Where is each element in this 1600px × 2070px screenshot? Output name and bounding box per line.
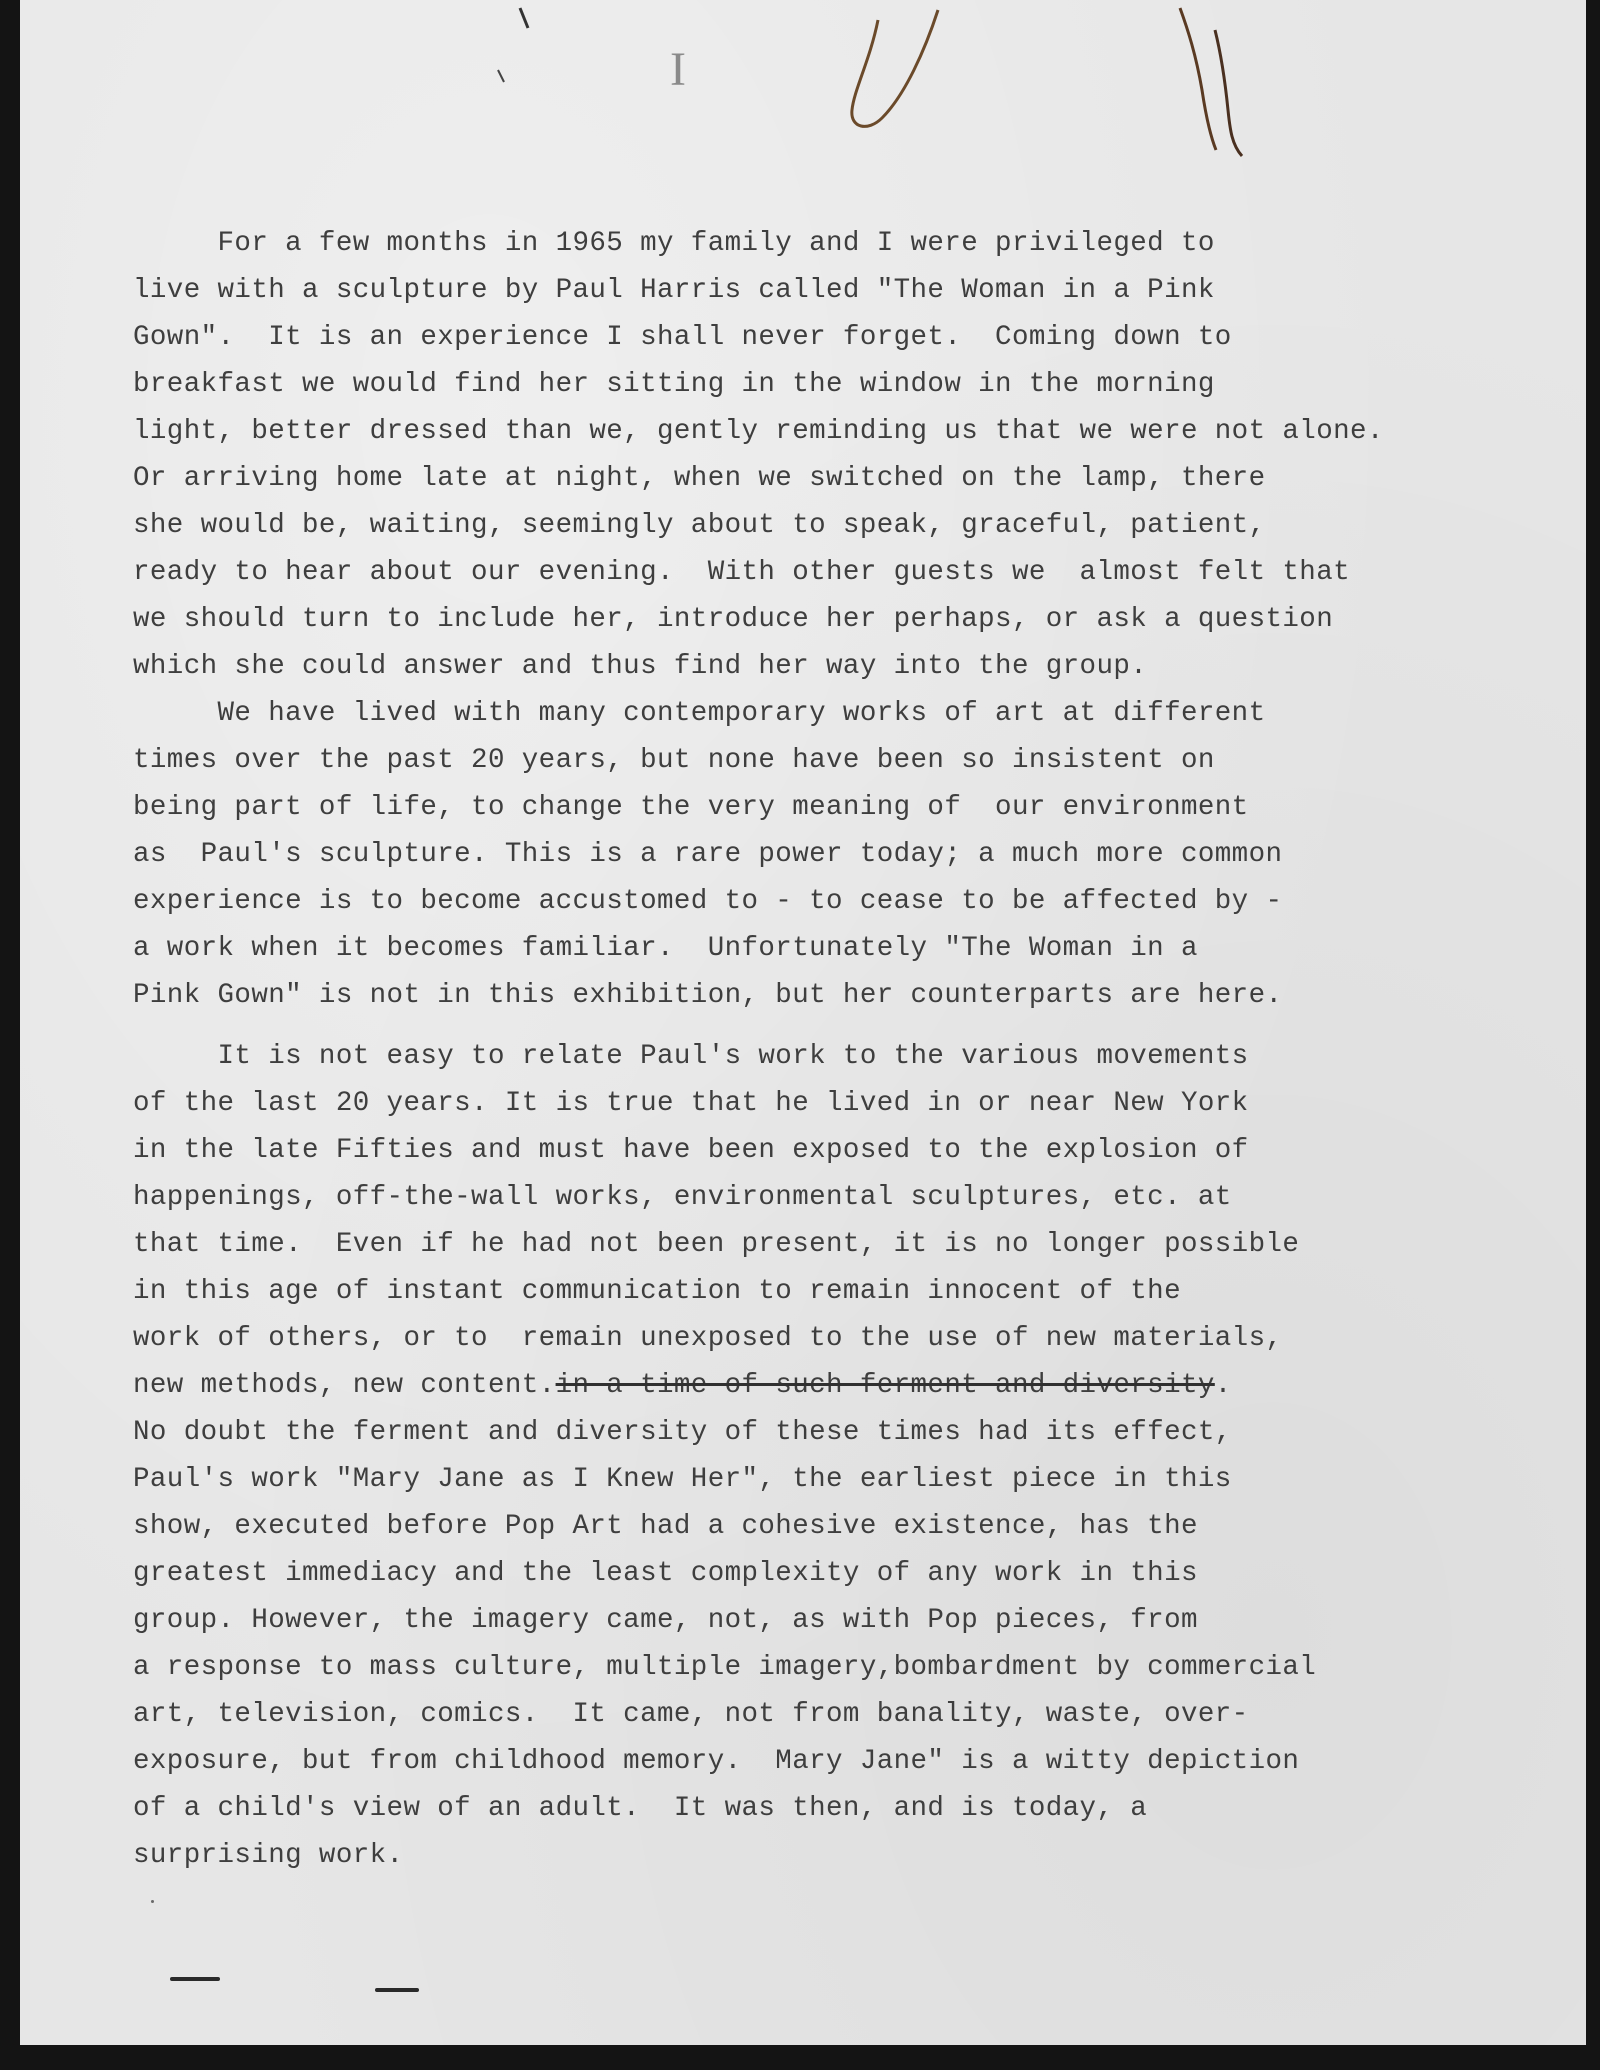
text-line: greatest immediacy and the least complexity of any work in this xyxy=(133,1558,1198,1589)
text-line: ready to hear about our evening. With other guests we almost felt that xyxy=(133,557,1350,588)
text-line: Or arriving home late at night, when we switched on the lamp, there xyxy=(133,463,1266,494)
text-line: a work when it becomes familiar. Unfortunately "The Woman in a xyxy=(133,933,1198,964)
text-line: a response to mass culture, multiple imagery,bombardment by commercial xyxy=(133,1652,1317,1683)
paper-clip-right-b xyxy=(1215,30,1242,156)
text-line: in the late Fifties and must have been exposed to the explosion of xyxy=(133,1135,1249,1166)
text-line-with-strikeout xyxy=(133,1362,1573,1409)
dash-mark-right xyxy=(375,1988,419,1992)
paper-clip-marks xyxy=(20,0,1586,180)
text-line: times over the past 20 years, but none have been so insistent on xyxy=(133,745,1215,776)
kept-text: new methods, new content. xyxy=(133,1370,556,1401)
text-line: we should turn to include her, introduce her perhaps, or ask a question xyxy=(133,604,1334,635)
text-line: Pink Gown" is not in this exhibition, but her counterparts are here. xyxy=(133,980,1283,1011)
ink-speck xyxy=(151,1900,154,1903)
text-line: she would be, waiting, seemingly about to speak, graceful, patient, xyxy=(133,510,1266,541)
text-line: in this age of instant communication to remain innocent of the xyxy=(133,1276,1181,1307)
text-line: No doubt the ferment and diversity of these times had its effect, xyxy=(133,1417,1232,1448)
letter-body xyxy=(133,220,1573,1879)
text-line: For a few months in 1965 my family and I were privileged to xyxy=(133,228,1215,259)
paragraph-3 xyxy=(133,1033,1573,1879)
text-line: It is not easy to relate Paul's work to the various movements xyxy=(133,1041,1249,1072)
tick-mark-left-2 xyxy=(498,70,504,82)
text-line: as Paul's sculpture. This is a rare power today; a much more common xyxy=(133,839,1283,870)
text-line: which she could answer and thus find her way into the group. xyxy=(133,651,1148,682)
text-line: exposure, but from childhood memory. Mary Jane" is a witty depiction xyxy=(133,1746,1300,1777)
struck-out-text: in a time of such ferment and diversity xyxy=(555,1370,1215,1401)
paper-clip-loop xyxy=(852,10,938,126)
text-line: that time. Even if he had not been present, it is no longer possible xyxy=(133,1229,1300,1260)
typed-page xyxy=(20,0,1586,2045)
text-line: work of others, or to remain unexposed to the use of new materials, xyxy=(133,1323,1283,1354)
text-line: Gown". It is an experience I shall never forget. Coming down to xyxy=(133,322,1232,353)
text-line: surprising work. xyxy=(133,1840,404,1871)
paragraph-2 xyxy=(133,690,1573,1019)
text-line: Paul's work "Mary Jane as I Knew Her", the earliest piece in this xyxy=(133,1464,1232,1495)
text-line: art, television, comics. It came, not from banality, waste, over- xyxy=(133,1699,1249,1730)
text-line: group. However, the imagery came, not, as with Pop pieces, from xyxy=(133,1605,1198,1636)
text-line: show, executed before Pop Art had a cohesive existence, has the xyxy=(133,1511,1198,1542)
text-line: live with a sculpture by Paul Harris called "The Woman in a Pink xyxy=(133,275,1215,306)
paragraph-1 xyxy=(133,220,1573,690)
text-line: happenings, off-the-wall works, environmental sculptures, etc. at xyxy=(133,1182,1232,1213)
line-tail: . xyxy=(1214,1370,1232,1401)
tick-mark-left xyxy=(520,8,528,28)
text-line: of the last 20 years. It is true that he lived in or near New York xyxy=(133,1088,1249,1119)
paper-clip-right-a xyxy=(1180,8,1216,150)
text-line: light, better dressed than we, gently reminding us that we were not alone. xyxy=(133,416,1384,447)
dash-mark-left xyxy=(170,1977,220,1981)
text-line: experience is to become accustomed to - to cease to be affected by - xyxy=(133,886,1283,917)
page-number: I xyxy=(670,43,686,96)
text-line: We have lived with many contemporary works of art at different xyxy=(133,698,1266,729)
text-line: being part of life, to change the very meaning of our environment xyxy=(133,792,1249,823)
text-line: of a child's view of an adult. It was then, and is today, a xyxy=(133,1793,1148,1824)
text-line: breakfast we would find her sitting in the window in the morning xyxy=(133,369,1215,400)
